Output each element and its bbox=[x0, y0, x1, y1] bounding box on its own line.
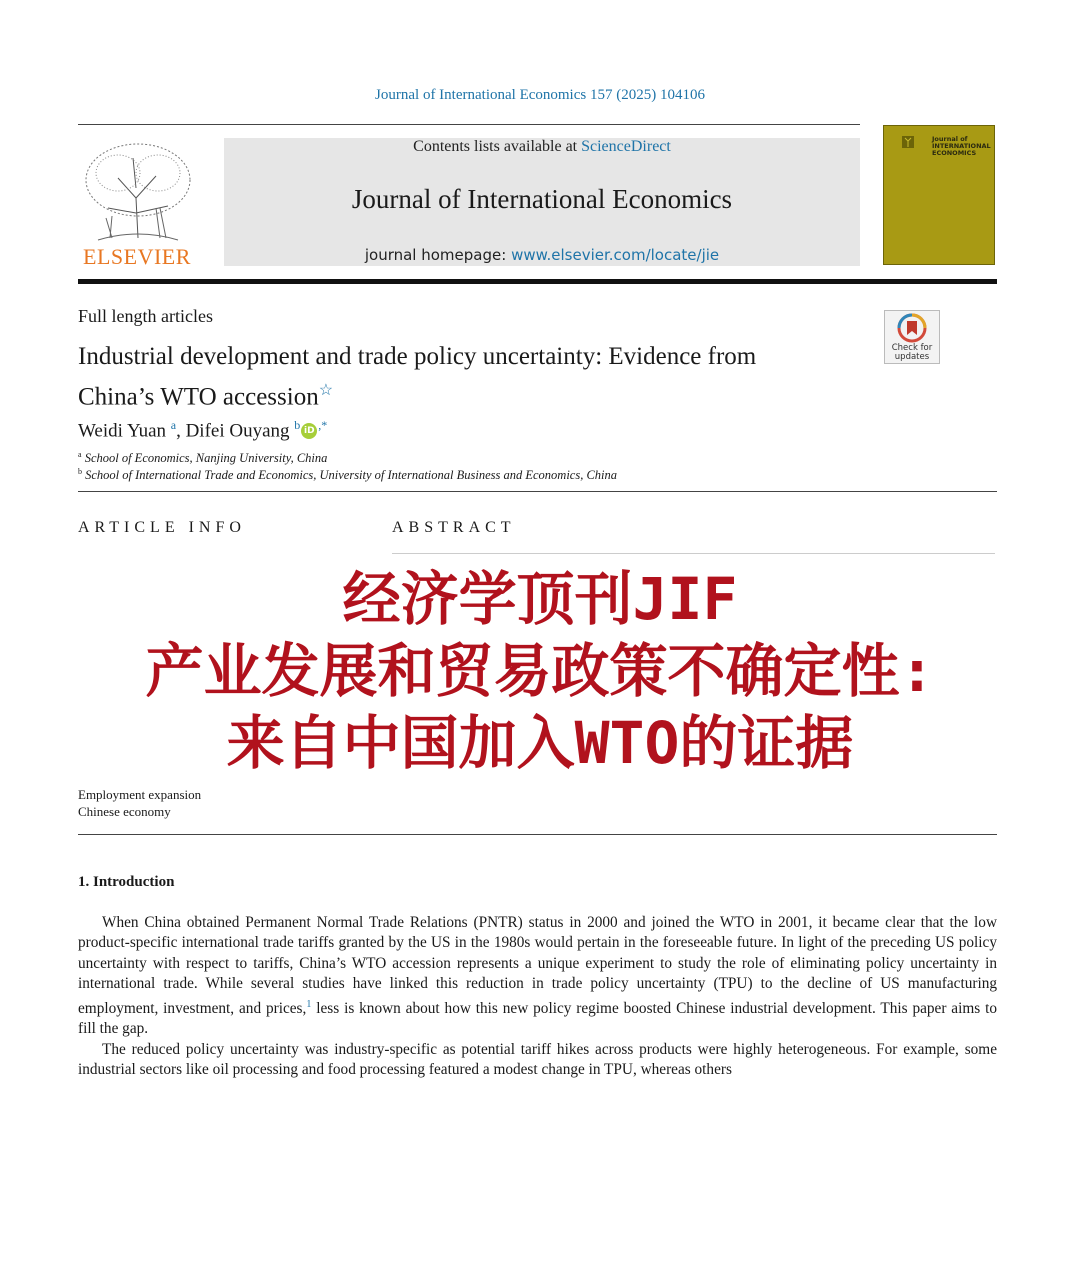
journal-citation[interactable]: Journal of International Economics 157 (2025) 104106 bbox=[375, 87, 705, 103]
journal-cover-thumbnail[interactable] bbox=[883, 125, 995, 265]
article-title-line-2 bbox=[78, 374, 878, 414]
introduction-body bbox=[78, 913, 997, 1080]
orcid-icon[interactable]: iD bbox=[301, 423, 317, 439]
author-affiliation-marker[interactable]: a bbox=[170, 418, 177, 432]
keyword: Employment expansion bbox=[78, 787, 202, 802]
introduction-heading: 1. Introduction bbox=[78, 874, 175, 890]
author-affiliation-marker[interactable]: b bbox=[294, 418, 301, 432]
contents-line bbox=[224, 138, 860, 156]
article-info-heading: ARTICLE INFO bbox=[78, 519, 246, 536]
journal-title: Journal of International Economics bbox=[351, 184, 733, 214]
overlay-line-3: 来自中国加入WTO的证据 bbox=[226, 709, 854, 777]
paragraph-text: When China obtained Permanent Normal Trade Relations (PNTR) status in 2000 and joined the WTO in 2001, it became clear that the low product-specific international trade tariffs granted by the US in the 1980s would pertain in the foreseeable future. In light of the preceding US policy uncertainty with respect to tariffs, China’s WTO accession represents a unique experiment to study the role of eliminating policy uncertainty in international trade. While several studies have linked this reduction in trade policy uncertainty (TPU) to the decline of US manufacturing employment, investment, and prices, bbox=[78, 914, 997, 1017]
journal-masthead bbox=[224, 138, 860, 266]
crossmark-icon bbox=[897, 313, 927, 343]
section-rule bbox=[78, 834, 997, 835]
affiliation bbox=[78, 450, 327, 466]
check-for-updates-badge[interactable] bbox=[884, 310, 940, 364]
article-title-line-1: Industrial development and trade policy uncertainty: Evidence from bbox=[78, 343, 757, 370]
homepage-link[interactable]: www.elsevier.com/locate/jie bbox=[511, 246, 720, 264]
author-name[interactable]: Weidi Yuan bbox=[78, 420, 166, 442]
crossmark-label: Check for updates bbox=[891, 343, 933, 362]
abstract-rule bbox=[392, 553, 995, 554]
article-title-text: China’s WTO accession bbox=[78, 383, 319, 411]
title-footnote-star-icon[interactable]: ☆ bbox=[318, 382, 334, 399]
chinese-overlay-caption bbox=[0, 563, 1080, 779]
article-type: Full length articles bbox=[78, 306, 213, 326]
elsevier-wordmark: ELSEVIER bbox=[83, 244, 191, 269]
sciencedirect-link[interactable]: ScienceDirect bbox=[581, 138, 671, 155]
affiliation-marker: a bbox=[78, 450, 82, 459]
footnote-reference[interactable]: 1 bbox=[306, 998, 312, 1010]
affiliation-text: School of International Trade and Economics, University of International Business and Economics, China bbox=[85, 468, 618, 483]
author-name[interactable]: Difei Ouyang bbox=[185, 420, 290, 442]
paragraph-text: less is known about how this new policy regime boosted Chinese industrial development. This paper aims to fill the gap. bbox=[78, 999, 997, 1038]
header-rule bbox=[78, 124, 860, 125]
section-rule bbox=[78, 491, 997, 492]
affiliation-marker: b bbox=[78, 467, 82, 476]
keyword: Chinese economy bbox=[78, 804, 171, 819]
cover-title: Journal of INTERNATIONAL ECONOMICS bbox=[932, 135, 991, 157]
overlay-line-2: 产业发展和贸易政策不确定性: bbox=[145, 637, 935, 705]
affiliation bbox=[78, 467, 617, 483]
corresponding-author-marker[interactable]: ,* bbox=[318, 418, 328, 432]
contents-prefix: Contents lists available at bbox=[413, 138, 578, 155]
paragraph bbox=[78, 913, 997, 1040]
overlay-line-1: 经济学顶刊JIF bbox=[342, 565, 738, 633]
paragraph: The reduced policy uncertainty was industry-specific as potential tariff hikes across products were highly heterogeneous. For example, some industrial sectors like oil processing and food processing featured a modest change in TPU, whereas others bbox=[78, 1040, 997, 1078]
abstract-heading: ABSTRACT bbox=[392, 519, 516, 536]
homepage-line bbox=[224, 246, 860, 264]
homepage-prefix: journal homepage: bbox=[364, 246, 507, 264]
cover-elsevier-icon bbox=[902, 136, 914, 148]
author-separator: , bbox=[176, 420, 186, 442]
article-title bbox=[78, 340, 878, 414]
affiliation-text: School of Economics, Nanjing University, China bbox=[84, 451, 328, 466]
header-thick-rule bbox=[78, 279, 997, 284]
author-list bbox=[78, 418, 327, 442]
